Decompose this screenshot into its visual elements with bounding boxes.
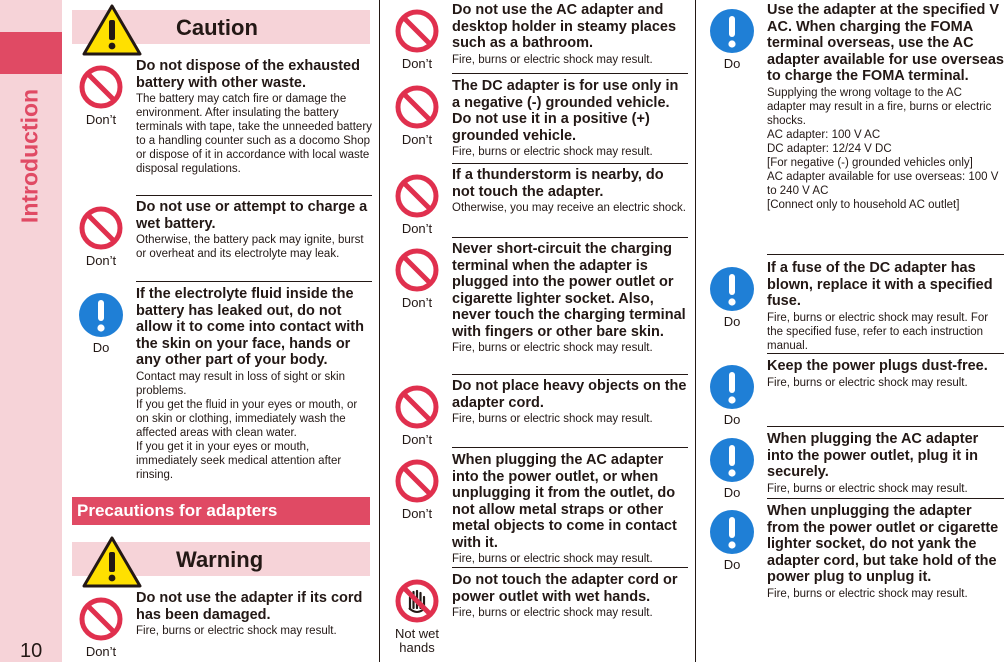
divider	[767, 498, 1004, 499]
section-heading: Precautions for adapters	[72, 497, 370, 525]
precaution-text	[452, 378, 688, 426]
icon-group	[392, 84, 442, 147]
precaution-body	[136, 370, 372, 482]
precaution-heading: When plugging the AC adapter into the power outlet, or when unplugging it from the outlet, do not allow metal straps or other metal objects to come in contact with it.	[452, 452, 677, 551]
sidebar-label: Introduction	[16, 88, 43, 224]
precaution-text	[136, 58, 372, 176]
precaution-text	[452, 2, 688, 67]
precaution-heading: Do not place heavy objects on the adapter cord.	[452, 378, 687, 411]
mandatory-icon	[76, 292, 126, 338]
prohibition-icon	[76, 596, 126, 642]
precaution-body	[767, 311, 1004, 353]
icon-caption: Don’t	[85, 644, 117, 659]
mandatory-icon	[707, 364, 757, 410]
precaution-body	[452, 606, 688, 620]
prohibition-icon	[392, 173, 442, 219]
precaution-body	[452, 552, 688, 566]
body-line: Fire, burns or electric shock may result.	[452, 607, 653, 619]
icon-caption: Not wet hands	[394, 626, 440, 655]
prohibition-icon	[392, 247, 442, 293]
precaution-body	[136, 92, 372, 176]
precaution-heading: The DC adapter is for use only in a negative (-) grounded vehicle. Do not use it in a positive (+) grounded vehicle.	[452, 78, 679, 144]
precaution-body	[767, 86, 1004, 212]
body-line: Otherwise, you may receive an electric shock.	[452, 202, 686, 214]
icon-group	[76, 292, 126, 355]
page-number: 10	[20, 640, 43, 662]
precaution-body	[452, 341, 688, 355]
icon-caption: Don’t	[401, 132, 433, 147]
precaution-text	[136, 286, 372, 482]
prohibition-icon	[392, 8, 442, 54]
body-line: DC adapter: 12/24 V DC	[767, 142, 892, 155]
precaution-text	[452, 452, 688, 566]
mandatory-icon	[707, 8, 757, 54]
icon-caption: Don’t	[401, 295, 433, 310]
icon-caption: Do	[723, 56, 741, 71]
precaution-text	[452, 78, 688, 159]
icon-caption: Don’t	[85, 253, 117, 268]
icon-group	[392, 458, 442, 521]
caution-title: Caution	[176, 15, 258, 40]
precaution-text	[767, 2, 1004, 212]
body-line: Supplying the wrong voltage to the AC adapter may result in a fire, burns or electric shocks.	[767, 86, 992, 127]
precaution-heading: Do not use the adapter if its cord has been damaged.	[136, 590, 363, 623]
body-line: Otherwise, the battery pack may ignite, burst or overheat and its electrolyte may leak.	[136, 234, 364, 260]
divider	[452, 73, 688, 74]
precaution-text	[767, 260, 1004, 353]
icon-group	[392, 384, 442, 447]
icon-group	[707, 437, 757, 500]
body-line: [For negative (-) grounded vehicles only]	[767, 156, 973, 169]
column-2	[388, 0, 688, 662]
body-line: Fire, burns or electric shock may result. For the specified fuse, refer to each instruction manual.	[767, 311, 989, 352]
icon-group	[392, 8, 442, 71]
precaution-body	[136, 624, 372, 638]
divider	[452, 163, 688, 164]
divider	[136, 281, 372, 282]
precaution-body	[452, 53, 688, 67]
prohibition-icon	[76, 205, 126, 251]
warning-triangle-icon	[82, 536, 142, 588]
body-line: Fire, burns or electric shock may result.	[452, 342, 653, 354]
precaution-text	[452, 167, 688, 215]
divider	[452, 374, 688, 375]
body-line: AC adapter: 100 V AC	[767, 128, 881, 141]
body-line: Fire, burns or electric shock may result.	[136, 625, 337, 637]
precaution-text	[452, 572, 688, 620]
precaution-text	[767, 503, 1004, 601]
divider	[767, 254, 1004, 255]
precaution-heading: Do not use the AC adapter and desktop holder in steamy places such as a bathroom.	[452, 2, 677, 51]
mandatory-icon	[707, 509, 757, 555]
icon-caption: Do	[92, 340, 110, 355]
body-line: Fire, burns or electric shock may result.	[452, 146, 653, 158]
body-line: Fire, burns or electric shock may result.	[767, 587, 968, 600]
precaution-heading: If a thunderstorm is nearby, do not touch the adapter.	[452, 167, 664, 200]
body-line: If you get the fluid in your eyes or mouth, or on skin or clothing, immediately wash the affected areas with clean water.	[136, 398, 358, 439]
precaution-body	[452, 145, 688, 159]
icon-group	[707, 266, 757, 329]
prohibition-icon	[392, 458, 442, 504]
precaution-heading: When unplugging the adapter from the power outlet or cigarette lighter socket, do not yank the adapter cord, but take hold of the power plug to unplug it.	[767, 503, 999, 585]
precaution-heading: Do not touch the adapter cord or power outlet with wet hands.	[452, 572, 678, 605]
icon-group	[392, 173, 442, 236]
precaution-body	[767, 587, 1004, 601]
sidebar-tab	[0, 32, 62, 74]
precaution-body	[767, 376, 1004, 390]
body-line: Contact may result in loss of sight or skin problems.	[136, 370, 345, 397]
body-line: [Connect only to household AC outlet]	[767, 198, 960, 211]
precaution-body	[452, 412, 688, 426]
body-line: If you get it in your eyes or mouth, immediately seek medical attention after rinsing.	[136, 440, 342, 481]
mandatory-icon	[707, 437, 757, 483]
body-line: Fire, burns or electric shock may result.	[452, 413, 653, 425]
warning-triangle-icon	[82, 4, 142, 56]
precaution-text	[136, 590, 372, 638]
icon-caption: Don’t	[401, 56, 433, 71]
precaution-heading: Keep the power plugs dust-free.	[767, 358, 988, 374]
precaution-heading: If a fuse of the DC adapter has blown, replace it with a specified fuse.	[767, 260, 993, 309]
body-line: Fire, burns or electric shock may result.	[767, 482, 968, 495]
prohibition-icon	[392, 84, 442, 130]
precaution-heading: Never short-circuit the charging terminal when the adapter is plugged into the power outlet or cigarette lighter socket. Also, never touch the charging terminal with fingers or other bare skin.	[452, 241, 686, 340]
icon-group	[76, 596, 126, 659]
divider	[452, 447, 688, 448]
precaution-heading: Do not dispose of the exhausted battery with other waste.	[136, 58, 360, 91]
precaution-heading: Do not use or attempt to charge a wet battery.	[136, 199, 368, 232]
column-divider	[695, 0, 696, 662]
icon-caption: Don’t	[85, 112, 117, 127]
icon-group	[707, 8, 757, 71]
precaution-heading: Use the adapter at the specified V AC. When charging the FOMA terminal overseas, use the AC adapter available for use overseas to charge the FOMA terminal.	[767, 2, 1004, 84]
divider	[452, 237, 688, 238]
precaution-body	[767, 482, 1004, 496]
prohibition-icon	[392, 384, 442, 430]
precaution-text	[767, 431, 1004, 496]
icon-caption: Do	[723, 314, 741, 329]
icon-caption: Don’t	[401, 506, 433, 521]
icon-caption: Do	[723, 412, 741, 427]
warning-title: Warning	[176, 547, 264, 572]
precaution-text	[767, 358, 1004, 390]
mandatory-icon	[707, 266, 757, 312]
divider	[452, 567, 688, 568]
body-line: Fire, burns or electric shock may result.	[452, 53, 653, 66]
icon-group	[392, 578, 442, 655]
column-divider	[379, 0, 380, 662]
body-line: The battery may catch fire or damage the environment. After insulating the battery terminals with tape, take the unneeded battery to a handling counter such as a docomo Shop or dispose of it in accordance with local waste disposal regulations.	[136, 93, 372, 175]
precaution-text	[452, 241, 688, 355]
column-1	[72, 0, 372, 662]
icon-caption: Don’t	[401, 432, 433, 447]
body-line: AC adapter available for use overseas: 100 V to 240 V AC	[767, 170, 999, 197]
precaution-body	[452, 201, 688, 215]
body-line: Fire, burns or electric shock may result.	[767, 376, 968, 389]
column-3	[703, 0, 1004, 662]
prohibition-icon	[76, 64, 126, 110]
precaution-body	[136, 233, 372, 261]
icon-group	[707, 509, 757, 572]
icon-group	[76, 64, 126, 127]
icon-caption: Do	[723, 557, 741, 572]
precaution-heading: When plugging the AC adapter into the power outlet, plug it in securely.	[767, 431, 979, 480]
divider	[136, 195, 372, 196]
icon-group	[76, 205, 126, 268]
no-wet-hands-icon	[392, 578, 442, 624]
icon-caption: Do	[723, 485, 741, 500]
icon-group	[392, 247, 442, 310]
icon-caption: Don’t	[401, 221, 433, 236]
icon-group	[707, 364, 757, 427]
body-line: Fire, burns or electric shock may result.	[452, 553, 653, 565]
precaution-text	[136, 199, 372, 261]
sidebar	[0, 0, 62, 662]
precaution-heading: If the electrolyte fluid inside the battery has leaked out, do not allow it to come into contact with the skin on your face, hands or any other part of your body.	[136, 286, 364, 368]
divider	[767, 353, 1004, 354]
divider	[767, 426, 1004, 427]
